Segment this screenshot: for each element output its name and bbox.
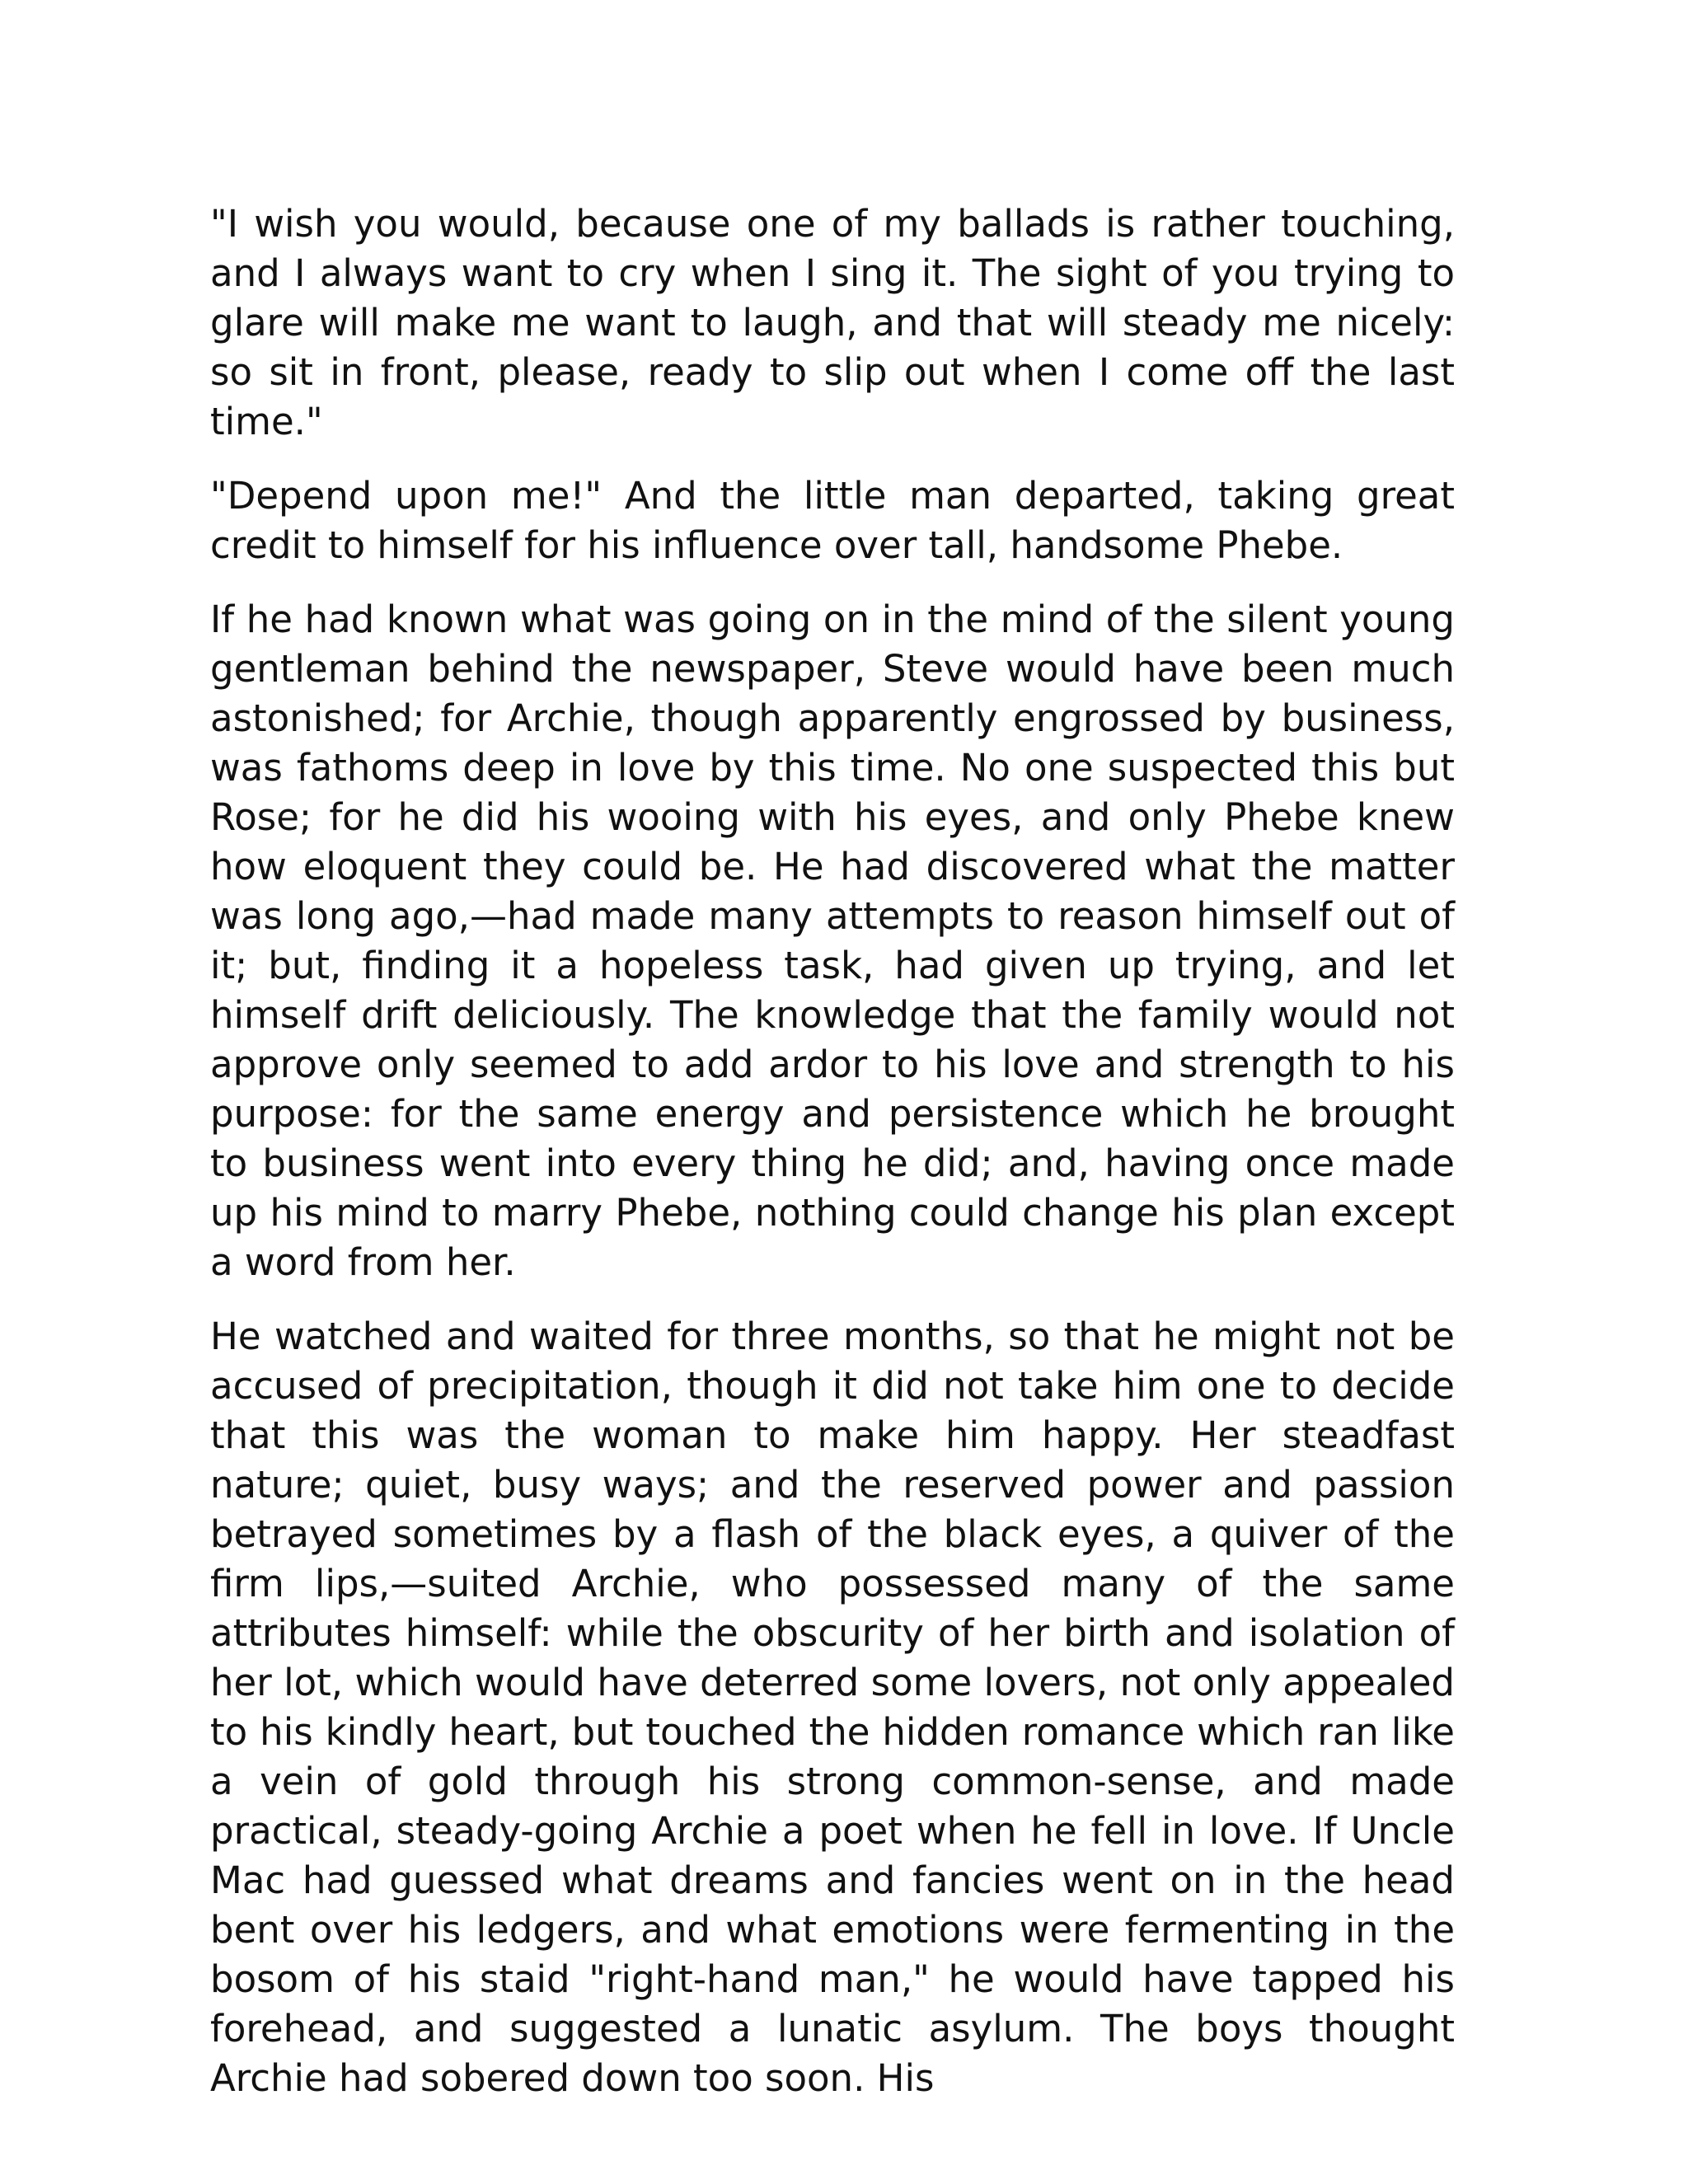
paragraph-1: "I wish you would, because one of my ballads is rather touching, and I always want to cry when I sing it. The sight of you trying to glare will make me want to laugh, and that will steady me nicely: so sit in front, please, ready to slip out when I come off the last time."	[210, 202, 1455, 443]
paragraph-4: He watched and waited for three months, so that he might not be accused of precipitation, though it did not take him one to decide that this was the woman to make him happy. Her steadfast nature; quiet, busy ways; and the reserved power and passion betrayed sometimes by a flash of the black eyes, a quiver of the firm lips,—suited Archie, who possessed many of the same attributes himself: while the obscurity of her birth and isolation of her lot, which would have deterred some lovers, not only appealed to his kindly heart, but touched the hidden romance which ran like a vein of gold through his strong common-sense, and made practical, steady-going Archie a poet when he fell in love. If Uncle Mac had guessed what dreams and fancies went on in the head bent over his ledgers, and what emotions were fermenting in the bosom of his staid "right-hand man," he would have tapped his forehead, and suggested a lunatic asylum. The boys thought Archie had sobered down too soon. His	[210, 1315, 1455, 2100]
paragraph-3: If he had known what was going on in the mind of the silent young gentleman behind the newspaper, Steve would have been much astonished; for Archie, though apparently engrossed by business, was fathoms deep in love by this time. No one suspected this but Rose; for he did his wooing with his eyes, and only Phebe knew how eloquent they could be. He had discovered what the matter was long ago,—had made many attempts to reason himself out of it; but, finding it a hopeless task, had given up trying, and let himself drift deliciously. The knowledge that the family would not approve only seemed to add ardor to his love and strength to his purpose: for the same energy and persistence which he brought to business went into every thing he did; and, having once made up his mind to marry Phebe, nothing could change his plan except a word from her.	[210, 598, 1455, 1284]
paragraph-2: "Depend upon me!" And the little man departed, taking great credit to himself for his influence over tall, handsome Phebe.	[210, 474, 1455, 567]
page-body	[210, 199, 1455, 2128]
